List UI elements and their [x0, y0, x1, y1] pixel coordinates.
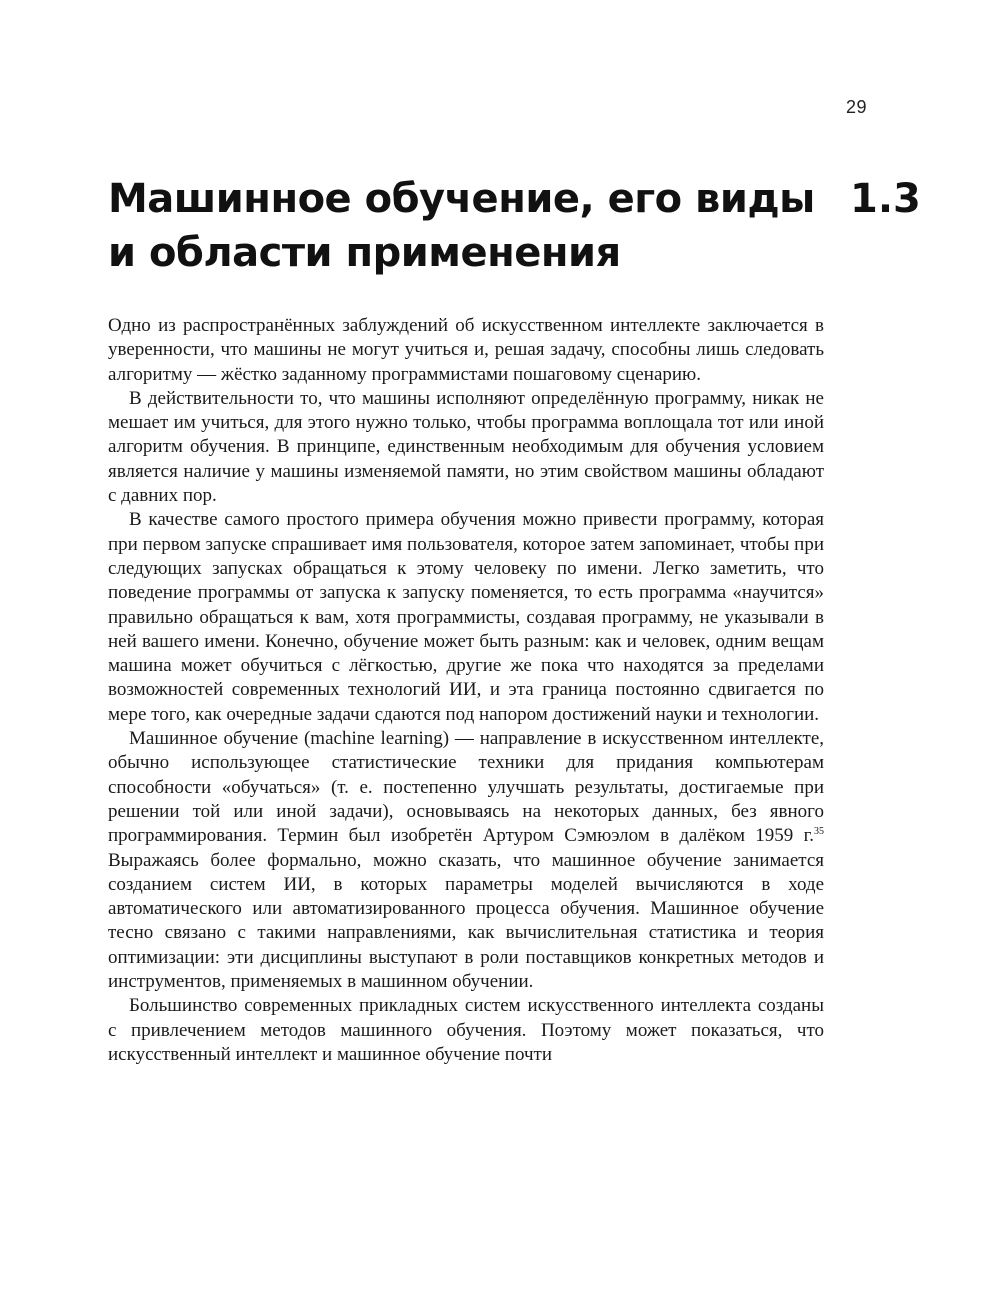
chapter-number: 1.3 — [850, 176, 921, 222]
paragraph-2: В действительности то, что машины исполняют определённую программу, никак не мешает им учиться, для этого нужно только, чтобы программа воплощала тот или иной алгоритм обучения. В принципе, единственным необходимым для обучения условием является наличие у машины изменяемой памяти, но этим свойством машины обладают с давних пор. — [108, 387, 824, 507]
paragraph-5: Большинство современных прикладных систем искусственного интеллекта созданы с привлечением методов машинного обучения. Поэтому может показаться, что искусственный интеллект и машинное обучение почти — [108, 995, 824, 1065]
paragraph-4-text-after: Выражаясь более формально, можно сказать, что машинное обучение занимается созданием систем ИИ, в которых параметры моделей вычисляются в ходе автоматического или автоматизированного процесса обучения. Машинное обучение тесно связано с такими направлениями, как вычислительная статистика и теория оптимизации: эти дисциплины выступают в роли поставщиков конкретных методов и инструментов, применяемых в машинном обучении. — [108, 849, 824, 993]
paragraph-1: Одно из распространённых заблуждений об искусственном интеллекте заключается в уверенности, что машины не могут учиться и, решая задачу, способны лишь следовать алгоритму — жёстко заданному программистами пошаговому сценарию. — [108, 315, 824, 385]
body-text — [108, 314, 824, 1067]
chapter-title: Машинное обучение, его виды и области применения — [108, 176, 815, 276]
paragraph-4-text-before: Машинное обучение (machine learning) — направление в искусственном интеллекте, обычно использующее статистические техники для придания компьютерам способности «обучаться» (т. е. постепенно улучшать результаты, достигаемые при решении той или иной задачи), основываясь на некоторых данных, без явного программирования. Термин был изобретён Артуром Сэмюэлом в далёком 1959 г. — [108, 728, 824, 847]
paragraph-4 — [108, 727, 824, 994]
footnote-ref-35[interactable]: 35 — [814, 826, 824, 838]
page-number: 29 — [846, 97, 868, 117]
paragraph-3: В качестве самого простого примера обучения можно привести программу, которая при первом запуске спрашивает имя пользователя, которое затем запоминает, чтобы при следующих запусках обращаться к этому человеку по имени. Легко заметить, что поведение программы от запуска к запуску поменяется, то есть программа «научится» правильно обращаться к вам, хотя программисты, создавая программу, не указывали в ней вашего имени. Конечно, обучение может быть разным: как и человек, одним вещам машина может обучиться с лёгкостью, другие же пока что находятся за пределами возможностей современных технологий ИИ, и эта граница постоянно сдвигается по мере того, как очередные задачи сдаются под напором достижений науки и технологии. — [108, 509, 824, 725]
